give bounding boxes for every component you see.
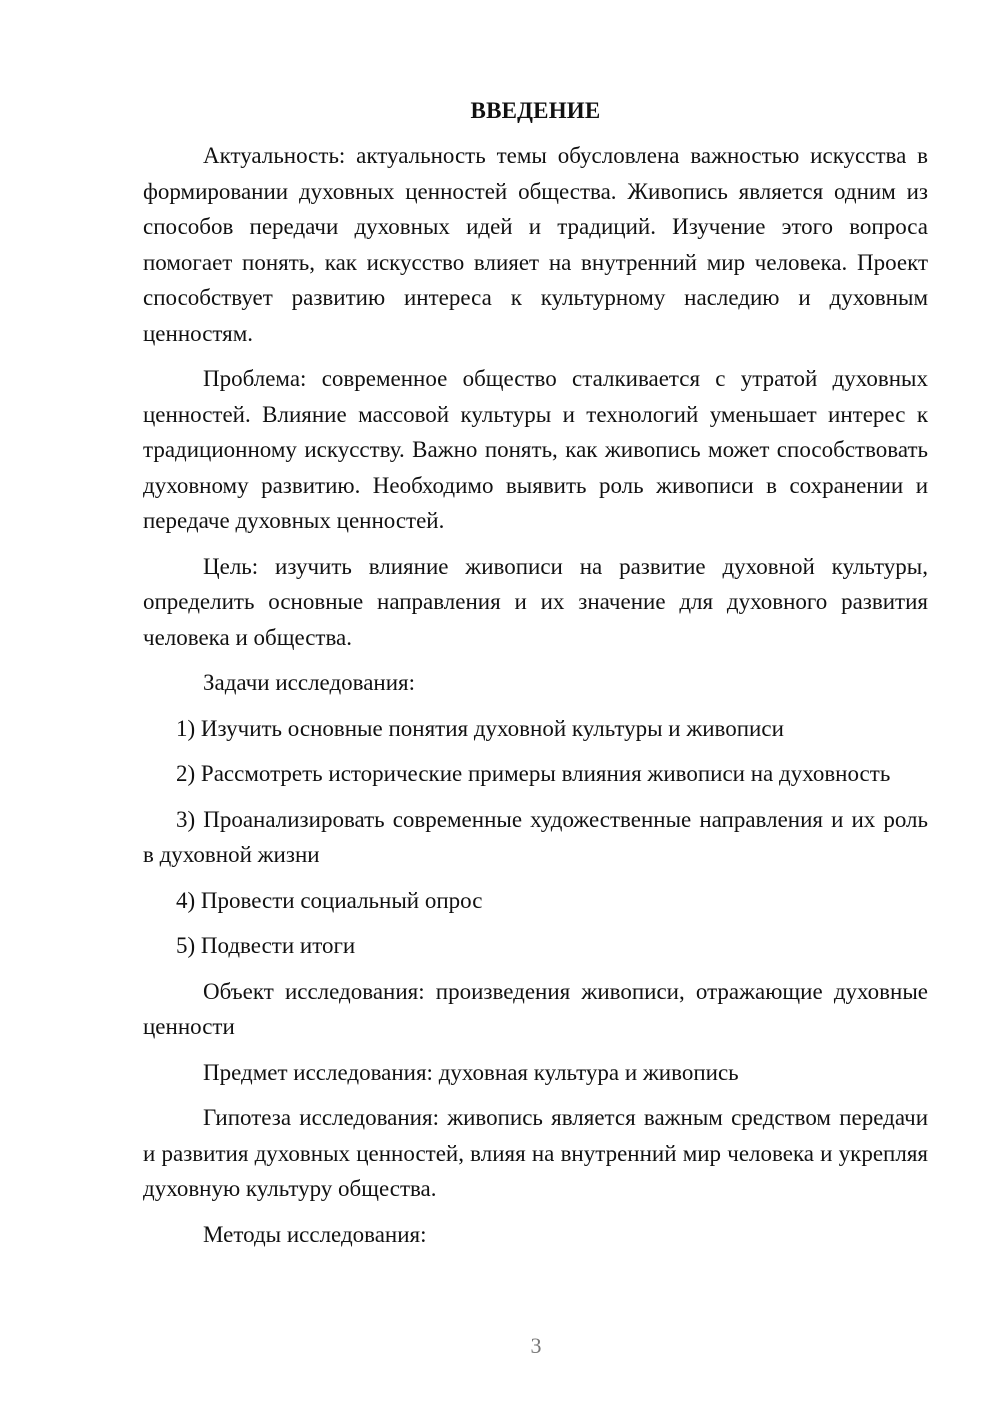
task-item-3: 3) Проанализировать современные художественные направления и их роль в духовной жизни (143, 806, 928, 867)
task-item-1: 1) Изучить основные понятия духовной культуры и живописи (176, 715, 784, 741)
paragraph-tasks-heading: Задачи исследования: (203, 670, 416, 695)
paragraph-methods: Методы исследования: (203, 1221, 427, 1247)
page-title: ВВЕДЕНИЕ (470, 98, 601, 123)
task-item-4: 4) Провести социальный опрос (176, 887, 483, 913)
paragraph-relevance: Актуальность: актуальность темы обусловлена важностью искусства в формировании духовных ценностей общества. Живопись является одним из способов передачи духовных идей и традиций. Изучение этого вопроса помогает понять, как искусство влияет на внутренний мир человека. Проект способствует развитию интереса к культурному наследию и духовным ценностям. (143, 143, 928, 346)
paragraph-goal: Цель: изучить влияние живописи на развитие духовной культуры, определить основные направления и их значение для духовного развития человека и общества. (143, 553, 928, 650)
document-page (143, 95, 928, 1262)
paragraph-problem: Проблема: современное общество сталкивается с утратой духовных ценностей. Влияние массовой культуры и технологий уменьшает интерес к традиционному искусству. Важно понять, как живопись может способствовать духовному развитию. Необходимо выявить роль живописи в сохранении и передаче духовных ценностей. (143, 366, 928, 533)
page-number: 3 (530, 1333, 542, 1358)
task-item-2: 2) Рассмотреть исторические примеры влияния живописи на духовность (176, 761, 891, 786)
paragraph-object: Объект исследования: произведения живописи, отражающие духовные ценности (143, 978, 928, 1039)
task-item-5: 5) Подвести итоги (176, 933, 356, 958)
paragraph-hypothesis: Гипотеза исследования: живопись является важным средством передачи и развития духовных ценностей, влияя на внутренний мир человека и укрепляя духовную культуру общества. (143, 1105, 928, 1201)
paragraph-subject: Предмет исследования: духовная культура и живопись (203, 1059, 739, 1085)
